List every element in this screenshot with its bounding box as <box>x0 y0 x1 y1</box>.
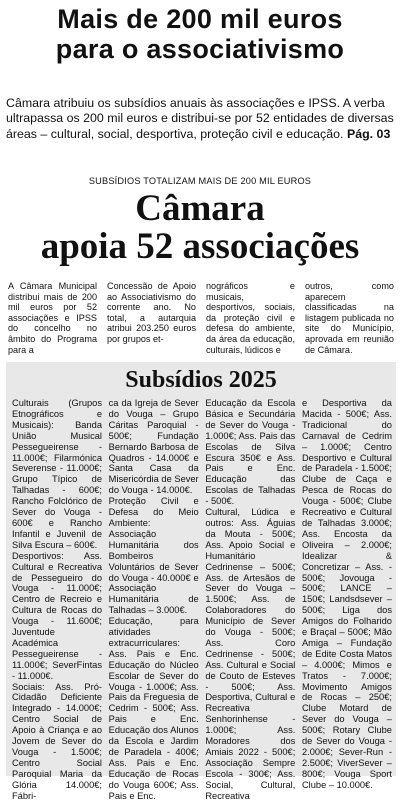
subsidies-paragraph: Cultural, Lúdica e outros: Ass. Águias da Mouta - 500€; Ass. Apoio Social e Humanitário Cedrinense – 500€; Ass. de Artesãos de Sever do Vouga – 1.500€; Ass. de Colaboradores do Município de Sever do Vouga - 500€; Ass. Coro Cedrinense - 500€; Ass. Cultural e Social de Couto de Esteves - 500€; Ass. Desportiva, Cultural e Recreativa Senhorinhense - 1.000€; Ass. Moradores dos Amiais 2022 - 500€; Associação Sempre Escola - 300€; Ass. Social, Cultural, Recreativa <box>205 507 296 801</box>
article-column-1 <box>8 281 97 357</box>
subsidies-column-2 <box>108 398 199 801</box>
headline-line-1: Mais de 200 mil euros <box>57 4 343 34</box>
lead-paragraph <box>6 96 394 142</box>
article-column-text: A Câmara Municipal distribui mais de 200 mil euros por 52 associações e IPSS do concelho no âmbito do Programa para a <box>8 281 97 355</box>
subsidies-paragraph: Sociais: Ass. Pró-Cidadão Deficiente Integrado - 14.000€; Centro Social de Apoio à Criança e ao Jovem de Sever do Vouga - 1.500€; Centro Social Paroquial Maria da Glória 14.000€; Fábri- <box>12 681 102 801</box>
article-title-line-2: apoia 52 associações <box>40 226 360 267</box>
article-column-3 <box>206 281 295 357</box>
subsidies-paragraph: Culturais (Grupos Etnográficos e Musicais): Banda União Musical Pessegueirense - 11.000€; Filarmónica Severense - 11.000€; Grupo Típico de Talhadas - 600€; Rancho Folclórico de Sever do Vouga - 600€ e Rancho Infantil e Juvenil de Silva Escura – 600€. <box>12 398 102 550</box>
article-body <box>8 281 394 357</box>
article-column-text: nográficos e musicais, desportivos, sociais, da proteção civil e defesa do ambiente, da área da educação, culturais, lúdicos e <box>206 281 295 355</box>
subsidies-column-1 <box>12 398 102 801</box>
article-column-text: outros, como aparecem classificadas na listagem publicada no site do Município, aprovada em reunião de Câmara. <box>305 281 394 355</box>
lead-text: Câmara atribuiu os subsídios anuais às associações e IPSS. A verba ultrapassa os 200 mil euros e distribui-se por 52 entidades de diversas áreas – cultural, social, desportiva, proteção civil e educação. <box>6 96 394 141</box>
subsidies-paragraph: Desportivos: Ass. Cultural e Recreativa de Pessegueiro do Vouga - 11.000€; Centro de Recreio e Cultura de Rocas do Vouga - 11.600€; Juventude Académica Pessegueirense - 11.000€; SeverFintas - 11.000€. <box>12 550 102 681</box>
page-reference[interactable]: Pág. 03 <box>346 126 391 141</box>
subsidies-paragraph: ca da Igreja de Sever do Vouga – Grupo Cáritas Paroquial - 500€; Fundação Bernardo Barbosa de Quadros - 14.000€ e Santa Casa da Misericórdia de Sever do Vouga - 14.000€. <box>108 398 199 496</box>
subsidies-column-3 <box>205 398 296 801</box>
subsidies-paragraph: Educação, para atividades extracurriculares: Ass. Pais e Enc. Educação do Núcleo Escolar de Sever do Vouga - 1.000€; Ass. Pais da Freguesia de Cedrim - 500€; Ass. Pais e Enc. Educação dos Alunos da Escola e Jardim de Paradela - 400€; Ass. Pais e Enc. Educação de Rocas do Vouga 600€; Ass. Pais e Enc. <box>108 616 199 801</box>
article-kicker: SUBSÍDIOS TOTALIZAM MAIS DE 200 MIL EUROS <box>88 176 312 186</box>
article-column-text: Concessão de Apoio ao Associativismo do corrente ano. No total, a autarquia atribui 203.250 euros por grupos et- <box>107 281 196 344</box>
article-title <box>0 190 400 266</box>
subsidies-box <box>6 362 396 801</box>
subsidies-column-4 <box>301 398 392 790</box>
subsidies-paragraph: Educação da Escola Básica e Secundária de Sever do Vouga - 1.000€; Ass. Pais das Escolas de Silva Escura 350€ e Ass. Pais e Enc. Educação das Escolas de Talhadas - 500€. <box>205 398 296 507</box>
subsidies-columns <box>12 398 392 801</box>
article-title-line-1: Câmara <box>135 188 265 229</box>
headline-line-2: para o associativismo <box>55 34 345 64</box>
headline <box>4 4 396 64</box>
article-column-2 <box>107 281 196 357</box>
subsidies-box-title: Subsídios 2025 <box>125 367 277 393</box>
subsidies-paragraph: e Desportiva da Macida - 500€; Ass. Tradicional do Carnaval de Cedrim – 1.000€; Centro Desportivo e Cultural de Paradela - 1.500€; Clube de Caça e Pesca de Rocas do Vouga - 500€; Clube Recreativo e Cultural de Talhadas 3.000€; Ass. Encosta da Oliveira – 2.000€; Idealizar & Concretizar – Ass. - 500€; Jovouga - 500€; LANCE – 150€; Landsdsever – 500€; Liga dos Amigos do Folharido e Braçal – 500€; Mão Amiga – Fundação de Edite Costa Matos – 4.000€; Mimos e Tratos - 7.000€; Movimento Amigos de Rocas – 250€; Clube Motard de Sever do Vouga – 500€; Rotary Clube de Sever do Vouga - 2.000€; Sever-Run - 2.500€; ViverSever – 800€; Vouga Sport Clube – 10.000€. <box>301 398 392 790</box>
subsidies-paragraph: Proteção Civil e Defesa do Meio Ambiente: Associação Humanitária dos Bombeiros Voluntários de Sever do Vouga - 40.000€ e Associação Humanitária de Talhadas – 3.000€. <box>108 496 199 616</box>
article-column-4 <box>305 281 394 357</box>
